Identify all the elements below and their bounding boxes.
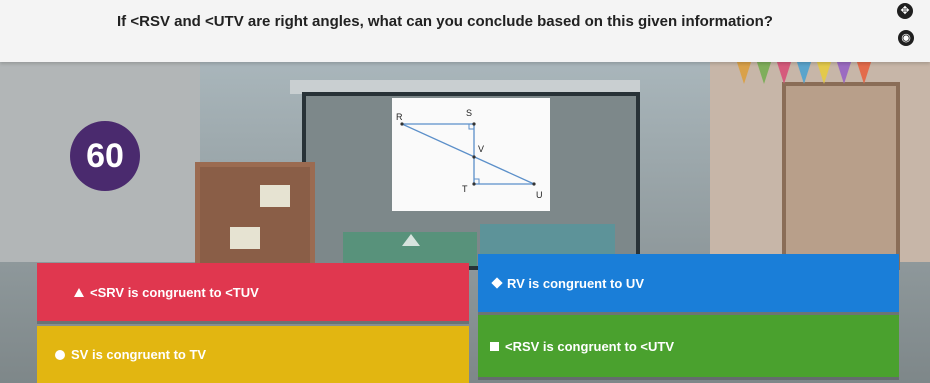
square-icon bbox=[490, 342, 499, 351]
circle-icon bbox=[55, 350, 65, 360]
bunting-flag bbox=[795, 62, 813, 84]
fullscreen-icon[interactable]: ✥ bbox=[897, 3, 913, 19]
answer-option-green[interactable] bbox=[478, 315, 899, 377]
board-panel bbox=[480, 224, 615, 258]
label-t: T bbox=[462, 184, 468, 194]
door bbox=[782, 82, 900, 270]
question-bar bbox=[0, 0, 930, 62]
bunting-flag bbox=[775, 62, 793, 84]
answer-option-red[interactable] bbox=[37, 263, 469, 321]
answer-text: <RSV is congruent to <UTV bbox=[505, 338, 675, 354]
question-text: If <RSV and <UTV are right angles, what can you conclude based on this given information? bbox=[117, 12, 773, 30]
paper-note bbox=[230, 227, 260, 249]
sound-icon[interactable]: ◉ bbox=[898, 30, 914, 46]
arrow-up-icon bbox=[402, 234, 420, 246]
answer-option-blue[interactable] bbox=[478, 254, 899, 312]
answer-text: RV is congruent to UV bbox=[507, 275, 644, 291]
bunting-flag bbox=[855, 62, 873, 84]
label-v: V bbox=[478, 144, 485, 154]
label-r: R bbox=[396, 112, 403, 122]
bunting-flag bbox=[755, 62, 773, 84]
answer-option-yellow[interactable] bbox=[37, 326, 469, 383]
bunting-flag bbox=[835, 62, 853, 84]
bunting-flag bbox=[815, 62, 833, 84]
diamond-icon bbox=[491, 277, 502, 288]
label-u: U bbox=[536, 190, 543, 200]
answer-text: <SRV is congruent to <TUV bbox=[90, 284, 259, 300]
countdown-timer: 60 bbox=[70, 121, 140, 191]
paper-note bbox=[260, 185, 290, 207]
diagram-svg bbox=[392, 98, 550, 211]
answer-text: SV is congruent to TV bbox=[71, 347, 207, 362]
segment-ru bbox=[402, 124, 534, 184]
bunting-flag bbox=[735, 62, 753, 84]
triangle-icon bbox=[74, 288, 84, 297]
label-s: S bbox=[466, 108, 473, 118]
geometry-diagram bbox=[392, 98, 550, 211]
